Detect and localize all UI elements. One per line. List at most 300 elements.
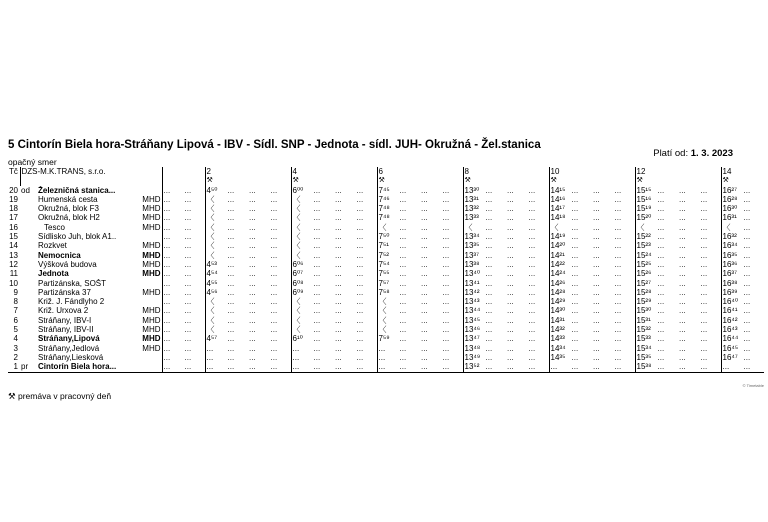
header-blank — [485, 167, 507, 176]
empty-slot: ... — [227, 278, 235, 288]
departure-time: 7⁴⁸ — [377, 204, 399, 213]
empty-slot: ... — [485, 185, 493, 195]
empty-slot: ... — [679, 343, 686, 353]
empty-slot: ... — [614, 325, 622, 335]
empty-slot: ... — [249, 222, 256, 232]
trip-number: 4 — [291, 167, 313, 176]
empty-slot: ... — [356, 297, 364, 307]
stop-flag — [20, 269, 36, 278]
stop-km: 19 — [9, 194, 18, 204]
empty-slot: ... — [442, 222, 450, 232]
empty-slot: ... — [270, 278, 278, 288]
mhd-label: MHD — [142, 343, 161, 353]
empty-slot: ... — [679, 204, 686, 214]
symbol-row — [8, 176, 764, 185]
departure-time: 〈 — [291, 297, 313, 306]
empty-slot: ... — [614, 306, 622, 316]
header-blank — [270, 167, 292, 176]
departure-time: 15³⁸ — [635, 362, 657, 372]
empty-slot: ... — [249, 213, 256, 223]
empty-slot: ... — [593, 232, 600, 242]
empty-slot: ... — [528, 287, 536, 297]
header-blank — [528, 176, 550, 185]
empty-slot: ... — [356, 278, 364, 288]
empty-slot: ... — [442, 269, 450, 279]
empty-slot: ... — [421, 213, 428, 223]
departure-time: ... — [291, 344, 313, 353]
mhd-label: MHD — [142, 250, 161, 260]
empty-slot: ... — [184, 259, 192, 269]
empty-slot: ... — [593, 204, 600, 214]
empty-slot: ... — [528, 222, 536, 232]
empty-slot: ... — [657, 194, 665, 204]
empty-slot: ... — [227, 334, 235, 344]
empty-slot: ... — [700, 213, 708, 223]
header-operator: DZS-M.K.TRANS, s.r.o. — [20, 167, 162, 176]
empty-slot: ... — [442, 334, 450, 344]
stop-row — [8, 223, 764, 232]
departure-time: 13³³ — [463, 213, 485, 222]
empty-slot: ... — [571, 241, 579, 251]
empty-slot: ... — [421, 222, 428, 232]
empty-slot: ... — [421, 325, 428, 335]
empty-slot: ... — [313, 194, 321, 204]
departure-time: 16³⁸ — [721, 279, 743, 288]
departure-time: 〈 — [205, 213, 227, 222]
empty-slot: ... — [421, 352, 428, 362]
empty-slot: ... — [571, 334, 579, 344]
stop-name-text: Humenská cesta — [38, 194, 98, 204]
header-row — [8, 167, 764, 176]
header-blank — [506, 176, 528, 185]
empty-slot: ... — [507, 325, 514, 335]
empty-slot: ... — [528, 213, 536, 223]
empty-slot: ... — [227, 306, 235, 316]
empty-slot: ... — [485, 278, 493, 288]
header-blank — [248, 167, 270, 176]
empty-slot: ... — [313, 325, 321, 335]
stop-flag — [20, 306, 36, 315]
empty-slot: ... — [163, 297, 171, 307]
departure-time: ... — [377, 344, 399, 353]
empty-slot: ... — [528, 250, 536, 260]
empty-slot: ... — [356, 259, 364, 269]
stop-km: 17 — [9, 213, 18, 223]
stop-row — [8, 251, 764, 260]
empty-slot: ... — [700, 334, 708, 344]
empty-slot: ... — [593, 194, 600, 204]
empty-slot: ... — [356, 222, 364, 232]
empty-slot: ... — [528, 204, 536, 214]
departure-time: 13³² — [463, 204, 485, 213]
empty-slot: ... — [442, 250, 450, 260]
empty-slot: ... — [249, 334, 256, 344]
empty-slot: ... — [485, 315, 493, 325]
empty-slot: ... — [528, 269, 536, 279]
empty-slot: ... — [163, 287, 171, 297]
empty-slot: ... — [270, 325, 278, 335]
empty-slot: ... — [571, 213, 579, 223]
empty-slot: ... — [270, 315, 278, 325]
stop-flag — [20, 344, 36, 353]
mhd-label: MHD — [142, 334, 161, 344]
empty-slot: ... — [593, 334, 600, 344]
empty-slot: ... — [421, 297, 428, 307]
empty-slot: ... — [163, 334, 171, 344]
empty-slot: ... — [335, 250, 342, 260]
empty-slot: ... — [507, 232, 514, 242]
empty-slot: ... — [421, 185, 428, 195]
mhd-label: MHD — [142, 315, 161, 325]
empty-slot: ... — [313, 204, 321, 214]
empty-slot: ... — [399, 204, 407, 214]
empty-slot: ... — [313, 213, 321, 223]
mhd-label: MHD — [142, 194, 161, 204]
stop-name-text: Stráňany,Jedlová — [38, 343, 100, 353]
departure-time: 7⁵⁴ — [377, 260, 399, 269]
empty-slot: ... — [313, 222, 321, 232]
stop-name-text: Križ. Urxova 2 — [38, 306, 89, 316]
empty-slot: ... — [743, 232, 751, 242]
departure-time: 16³⁴ — [721, 241, 743, 250]
stop-flag — [20, 288, 36, 297]
empty-slot: ... — [507, 185, 514, 195]
empty-slot: ... — [700, 241, 708, 251]
departure-time: 14³² — [549, 325, 571, 334]
departure-time: ... — [377, 353, 399, 362]
empty-slot: ... — [485, 334, 493, 344]
empty-slot: ... — [270, 222, 278, 232]
empty-slot: ... — [700, 278, 708, 288]
empty-slot: ... — [399, 269, 407, 279]
departure-time: 13³⁸ — [463, 260, 485, 269]
header-blank — [162, 176, 184, 185]
stop-name — [36, 213, 162, 222]
stop-name — [36, 260, 162, 269]
empty-slot: ... — [399, 222, 407, 232]
empty-slot: ... — [657, 232, 665, 242]
stop-row — [8, 269, 764, 278]
stop-flag — [20, 241, 36, 250]
departure-time: 〈 — [463, 223, 485, 232]
departure-time: 15³¹ — [635, 316, 657, 325]
empty-slot: ... — [442, 241, 450, 251]
departure-time: 13⁴³ — [463, 297, 485, 306]
empty-slot: ... — [700, 232, 708, 242]
empty-slot: ... — [614, 185, 622, 195]
departure-time: 16²⁸ — [721, 195, 743, 204]
departure-time: 〈 — [291, 306, 313, 315]
empty-slot: ... — [399, 362, 421, 372]
empty-slot: ... — [421, 306, 428, 316]
stop-flag — [20, 279, 36, 288]
stop-name — [36, 241, 162, 250]
header-blank — [528, 167, 550, 176]
stop-name-text: Stráňany, IBV-II — [38, 325, 94, 335]
departure-time: ... — [549, 362, 571, 372]
departure-time: 14³⁰ — [549, 306, 571, 315]
empty-slot: ... — [313, 232, 321, 242]
stop-km: 20 — [9, 185, 18, 195]
empty-slot: ... — [421, 343, 428, 353]
header-blank — [678, 176, 700, 185]
empty-slot: ... — [184, 352, 192, 362]
departure-time: 4⁵³ — [205, 260, 227, 269]
workday-symbol: ⚒ — [635, 176, 657, 185]
empty-slot: ... — [399, 325, 407, 335]
stop-km: 1 — [8, 362, 20, 372]
direction-label: opačný smer — [8, 157, 57, 167]
stop-km: 2 — [13, 352, 18, 362]
header-blank — [571, 176, 593, 185]
empty-slot: ... — [507, 287, 514, 297]
empty-slot: ... — [420, 362, 442, 372]
empty-slot: ... — [227, 259, 235, 269]
empty-slot: ... — [485, 352, 493, 362]
empty-slot: ... — [593, 315, 600, 325]
stop-row — [8, 353, 764, 362]
empty-slot: ... — [270, 269, 278, 279]
empty-slot: ... — [507, 259, 514, 269]
stop-name — [36, 297, 162, 306]
empty-slot: ... — [485, 306, 493, 316]
empty-slot: ... — [335, 204, 342, 214]
departure-time: 〈 — [291, 232, 313, 241]
departure-time: 13⁴² — [463, 288, 485, 297]
empty-slot: ... — [593, 325, 600, 335]
empty-slot: ... — [356, 334, 364, 344]
empty-slot: ... — [679, 287, 686, 297]
empty-slot: ... — [614, 213, 622, 223]
empty-slot: ... — [507, 213, 514, 223]
header-blank — [571, 167, 593, 176]
empty-slot: ... — [184, 194, 192, 204]
stop-flag — [20, 353, 36, 362]
stop-name-text: Okružná, blok H2 — [38, 213, 100, 223]
departure-time: 13⁴⁹ — [463, 353, 485, 362]
departure-time: 16²⁷ — [721, 186, 743, 195]
departure-time: 14²¹ — [549, 251, 571, 260]
departure-time: 6¹⁰ — [291, 334, 313, 343]
empty-slot: ... — [163, 204, 171, 214]
empty-slot: ... — [270, 334, 278, 344]
empty-slot: ... — [184, 250, 192, 260]
stop-flag — [20, 297, 36, 306]
empty-slot: ... — [528, 352, 536, 362]
mhd-label: MHD — [142, 306, 161, 316]
header-blank — [700, 176, 722, 185]
empty-slot: ... — [679, 278, 686, 288]
stop-name — [36, 251, 162, 260]
empty-slot: ... — [743, 222, 751, 232]
departure-time: 13³⁴ — [463, 232, 485, 241]
empty-slot: ... — [593, 250, 600, 260]
departure-time: 15²² — [635, 232, 657, 241]
departure-time: 16⁴⁰ — [721, 297, 743, 306]
empty-slot: ... — [356, 213, 364, 223]
departure-time: 15¹⁹ — [635, 204, 657, 213]
stop-name — [36, 232, 162, 241]
empty-slot: ... — [313, 185, 321, 195]
stop-name-text: Partizánska, SOŠT — [38, 278, 107, 288]
stop-row — [8, 241, 764, 250]
empty-slot: ... — [249, 185, 256, 195]
empty-slot: ... — [249, 315, 256, 325]
departure-time: 〈 — [291, 223, 313, 232]
empty-slot: ... — [227, 287, 235, 297]
empty-slot: ... — [679, 213, 686, 223]
header-blank — [356, 167, 378, 176]
empty-slot: ... — [485, 325, 493, 335]
stop-name — [36, 223, 162, 232]
empty-slot: ... — [485, 222, 493, 232]
empty-slot: ... — [507, 204, 514, 214]
stop-name-text: Rozkvet — [38, 241, 67, 251]
stop-flag — [20, 260, 36, 269]
stop-name-text: Nemocnica — [38, 250, 81, 260]
empty-slot: ... — [184, 287, 192, 297]
stop-km: 14 — [9, 241, 18, 251]
empty-slot: ... — [335, 297, 342, 307]
departure-time: 16³⁹ — [721, 288, 743, 297]
empty-slot: ... — [614, 334, 622, 344]
empty-slot: ... — [614, 204, 622, 214]
header-blank — [657, 176, 679, 185]
empty-slot: ... — [399, 297, 407, 307]
empty-slot: ... — [270, 185, 278, 195]
empty-slot: ... — [743, 343, 751, 353]
empty-slot: ... — [249, 297, 256, 307]
departure-time: 15²⁸ — [635, 288, 657, 297]
empty-slot: ... — [335, 325, 342, 335]
departure-time: 7⁵⁷ — [377, 279, 399, 288]
stop-km: 11 — [9, 269, 18, 279]
departure-time: 〈 — [205, 251, 227, 260]
valid-date: 1. 3. 2023 — [690, 148, 733, 159]
empty-slot: ... — [442, 315, 450, 325]
empty-slot: ... — [163, 222, 171, 232]
stop-row — [8, 362, 764, 372]
empty-slot: ... — [399, 334, 407, 344]
empty-slot: ... — [335, 287, 342, 297]
empty-slot: ... — [657, 325, 665, 335]
departure-time: 14¹⁵ — [549, 186, 571, 195]
stop-name-text: Partizánska 37 — [38, 287, 91, 297]
empty-slot: ... — [270, 287, 278, 297]
empty-slot: ... — [313, 297, 321, 307]
empty-slot: ... — [270, 194, 278, 204]
departure-time: 13³¹ — [463, 195, 485, 204]
empty-slot: ... — [442, 204, 450, 214]
workday-symbol: ⚒ — [549, 176, 571, 185]
stop-name — [36, 204, 162, 213]
empty-slot: ... — [313, 315, 321, 325]
empty-slot: ... — [679, 334, 686, 344]
empty-slot: ... — [700, 222, 708, 232]
departure-time: 4⁵⁷ — [205, 334, 227, 343]
empty-slot: ... — [614, 250, 622, 260]
departure-time: 7⁵⁹ — [377, 334, 399, 343]
empty-slot: ... — [679, 297, 686, 307]
stop-row — [8, 288, 764, 297]
empty-slot: ... — [743, 194, 751, 204]
departure-time: 〈 — [291, 251, 313, 260]
empty-slot: ... — [528, 362, 550, 372]
trip-number: 10 — [549, 167, 571, 176]
departure-time: 15³⁰ — [635, 306, 657, 315]
empty-slot: ... — [184, 315, 192, 325]
departure-time: ... — [205, 344, 227, 353]
empty-slot: ... — [356, 306, 364, 316]
empty-slot: ... — [335, 232, 342, 242]
departure-time: 7⁵⁰ — [377, 232, 399, 241]
empty-slot: ... — [184, 334, 192, 344]
empty-slot: ... — [743, 269, 751, 279]
departure-time: 16⁴⁷ — [721, 353, 743, 362]
stop-km: 18 — [9, 204, 18, 214]
stop-name — [36, 279, 162, 288]
valid-from — [653, 148, 733, 159]
empty-slot: ... — [421, 204, 428, 214]
empty-slot: ... — [270, 297, 278, 307]
departure-time: 〈 — [377, 297, 399, 306]
empty-slot: ... — [184, 325, 192, 335]
empty-slot: ... — [184, 213, 192, 223]
stop-name — [36, 288, 162, 297]
empty-slot: ... — [743, 241, 751, 251]
departure-time: 15²⁰ — [635, 213, 657, 222]
workday-symbol: ⚒ — [721, 176, 743, 185]
stop-km: 8 — [13, 297, 18, 307]
header-blank — [184, 167, 206, 176]
stop-flag — [20, 223, 36, 232]
stop-row — [8, 195, 764, 204]
stop-row — [8, 344, 764, 353]
header-blank — [227, 167, 249, 176]
departure-time: 13⁴¹ — [463, 279, 485, 288]
empty-slot: ... — [227, 213, 235, 223]
empty-slot: ... — [679, 352, 686, 362]
empty-slot: ... — [356, 241, 364, 251]
departure-time: 14¹⁶ — [549, 195, 571, 204]
empty-slot: ... — [163, 278, 171, 288]
empty-slot: ... — [442, 362, 464, 372]
header-blank — [399, 167, 421, 176]
workday-symbol: ⚒ — [291, 176, 313, 185]
empty-slot: ... — [593, 213, 600, 223]
empty-slot: ... — [743, 315, 751, 325]
empty-slot: ... — [485, 213, 493, 223]
empty-slot: ... — [743, 325, 751, 335]
empty-slot: ... — [313, 362, 335, 372]
departure-time: 16³⁵ — [721, 251, 743, 260]
header-blank — [313, 176, 335, 185]
empty-slot: ... — [249, 204, 256, 214]
stop-flag — [20, 213, 36, 222]
empty-slot: ... — [657, 352, 665, 362]
empty-slot: ... — [270, 241, 278, 251]
stop-km: 7 — [13, 306, 18, 316]
empty-slot: ... — [571, 250, 579, 260]
empty-slot: ... — [270, 213, 278, 223]
empty-slot: ... — [356, 352, 364, 362]
empty-slot: ... — [421, 241, 428, 251]
departure-time: 14¹⁹ — [549, 232, 571, 241]
empty-slot: ... — [227, 222, 235, 232]
stop-flag — [20, 204, 36, 213]
empty-slot: ... — [249, 278, 256, 288]
empty-slot: ... — [679, 232, 686, 242]
